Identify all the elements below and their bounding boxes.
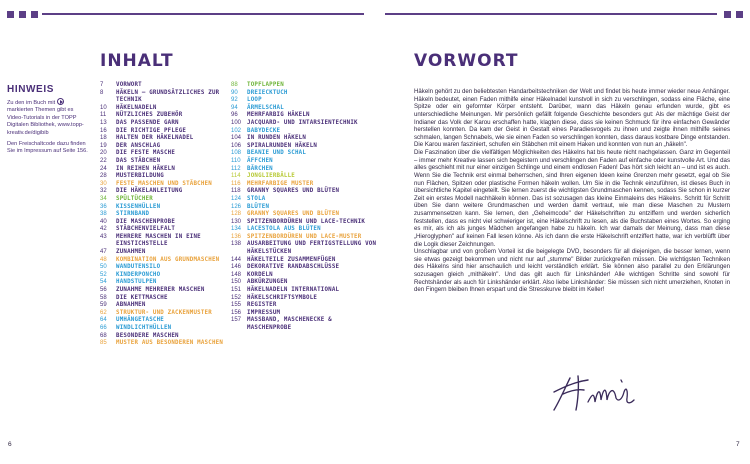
toc-title: BLÜTEN	[247, 203, 270, 210]
hinweis-text-before-icon: Zu den im Buch mit	[7, 100, 56, 106]
toc-page-number: 30	[100, 180, 107, 187]
toc-page-number: 11	[100, 112, 107, 119]
toc-title: LOOP	[247, 97, 262, 104]
toc-entry	[100, 249, 248, 257]
toc-entry	[231, 135, 379, 143]
toc-title: VORWORT	[116, 82, 142, 88]
toc-page-number: 136	[231, 233, 242, 240]
toc-title: DIE RICHTIGE PFLEGE	[116, 127, 187, 134]
hinweis-code-text: Den Freischaltcode dazu finden Sie im Impressum auf Seite 156.	[7, 141, 88, 155]
toc-page-number: 18	[100, 135, 107, 142]
corner-square-left	[7, 11, 14, 18]
toc-page-number: 144	[231, 256, 242, 263]
toc-title: GRANNY SQUARES UND BLÜTEN	[247, 211, 340, 218]
toc-entry	[100, 340, 248, 348]
corner-square-left-2	[19, 11, 26, 18]
toc-page-number: 148	[231, 271, 242, 278]
toc-entry	[100, 226, 248, 234]
toc-title: WINDLICHTHÜLLEN	[116, 325, 172, 331]
toc-title: MEHRERE MASCHEN IN EINE EINSTICHSTELLE	[116, 233, 201, 248]
toc-page-number: 32	[100, 188, 107, 195]
toc-title: AUSARBEITUNG UND FERTIGSTELLUNG VON HÄKELSTÜCKEN	[247, 241, 377, 256]
toc-entry	[100, 196, 248, 204]
toc-entry	[100, 211, 248, 219]
toc-entry	[100, 264, 248, 272]
toc-page-number: 90	[231, 89, 238, 96]
toc-entry	[100, 188, 248, 196]
toc-entry	[100, 279, 248, 287]
toc-title: HANDSTULPEN	[116, 279, 157, 286]
toc-title: IN RUNDEN HÄKELN	[247, 135, 307, 142]
toc-page-number: 118	[231, 188, 241, 195]
video-play-icon	[57, 98, 64, 105]
toc-title: IN REIHEN HÄKELN	[116, 165, 176, 172]
toc-title: HÄKELNADELN	[116, 104, 157, 111]
toc-title: DIE KETTMASCHE	[116, 294, 168, 301]
toc-page-number: 59	[100, 302, 107, 309]
toc-page-number: 151	[231, 287, 242, 294]
toc-title: BÄRCHEN	[247, 165, 273, 172]
toc-entry	[100, 325, 248, 333]
toc-page-number: 56	[100, 287, 107, 294]
author-signature	[548, 372, 644, 414]
toc-title: KOMBINATION AUS GRUNDMASCHEN	[116, 256, 220, 263]
toc-page-number: 157	[231, 317, 242, 324]
toc-title: KORDELN	[247, 271, 273, 278]
toc-entry	[100, 204, 248, 212]
toc-page-number: 34	[100, 195, 107, 202]
toc-entry	[100, 158, 248, 166]
toc-title: SPITZENBORDÜREN UND LACE-TECHNIK	[247, 218, 366, 225]
toc-entry	[100, 166, 248, 174]
toc-title: UMHÄNGETASCHE	[116, 317, 164, 324]
toc-page-number: 38	[100, 211, 107, 218]
toc-column-1	[100, 82, 248, 348]
toc-entry	[231, 295, 379, 303]
toc-title: IMPRESSUM	[247, 309, 281, 316]
toc-entry	[100, 112, 248, 120]
toc-entry	[231, 279, 379, 287]
toc-column-2	[231, 82, 379, 333]
toc-entry	[100, 82, 248, 90]
toc-title: HÄKELTEILE ZUSAMMENFÜGEN	[247, 256, 336, 263]
toc-entry	[231, 310, 379, 318]
toc-page-number: 146	[231, 264, 242, 271]
toc-page-number: 150	[231, 279, 242, 286]
toc-entry	[231, 97, 379, 105]
toc-entry	[231, 82, 379, 90]
toc-title: FESTE MASCHEN UND STÄBCHEN	[116, 180, 212, 187]
toc-entry	[231, 166, 379, 174]
toc-title: ABNAHMEN	[116, 302, 146, 309]
toc-entry	[231, 143, 379, 151]
toc-title: STOLA	[247, 195, 266, 202]
toc-page-number: 96	[231, 112, 238, 119]
toc-title: DIE MASCHENPROBE	[116, 218, 176, 225]
toc-title: REGISTER	[247, 302, 277, 309]
toc-entry	[231, 158, 379, 166]
toc-title: MEHRFARBIG HÄKELN	[247, 112, 310, 119]
toc-page-number: 128	[231, 211, 242, 218]
toc-title: BABYDECKE	[247, 127, 281, 134]
toc-page-number: 7	[100, 82, 104, 88]
toc-entry	[100, 257, 248, 265]
toc-title: HÄKELN – GRUNDSÄTZLICHES ZUR TECHNIK	[116, 89, 220, 104]
toc-title: JONGLIERBÄLLE	[247, 173, 295, 180]
toc-page-number: 36	[100, 203, 107, 210]
toc-title: TOPFLAPPEN	[247, 82, 284, 88]
toc-entry	[231, 173, 379, 181]
toc-entry	[100, 90, 248, 105]
toc-title: JACQUARD- UND INTARSIENTECHNIK	[247, 119, 358, 126]
toc-page-number: 102	[231, 127, 242, 134]
toc-title: DEKORATIVE RANDABSCHLÜSSE	[247, 264, 340, 271]
toc-title: MEHRFARBIGE MUSTER	[247, 180, 314, 187]
toc-page-number: 28	[100, 173, 107, 180]
toc-page-number: 92	[231, 97, 238, 104]
toc-page-number: 114	[231, 173, 241, 180]
toc-page-number: 47	[100, 249, 107, 256]
toc-entry	[231, 264, 379, 272]
toc-page-number: 8	[100, 89, 104, 96]
toc-title: DER ANSCHLAG	[116, 142, 161, 149]
top-rule-left	[42, 13, 364, 15]
toc-title: ÄRMELSCHAL	[247, 104, 284, 111]
top-rule-right	[385, 13, 717, 15]
toc-page-number: 156	[231, 309, 242, 316]
toc-title: KINDERPONCHO	[116, 271, 161, 278]
toc-page-number: 110	[231, 157, 241, 164]
toc-page-number: 112	[231, 165, 241, 172]
toc-page-number: 130	[231, 218, 242, 225]
toc-page-number: 43	[100, 233, 107, 240]
toc-entry	[100, 150, 248, 158]
toc-title: DAS STÄBCHEN	[116, 157, 161, 164]
toc-page-number: 88	[231, 82, 238, 88]
toc-page-number: 50	[100, 264, 107, 271]
toc-page-number: 68	[100, 332, 107, 339]
toc-title: LACESTOLA AUS BLÜTEN	[247, 226, 321, 233]
toc-entry	[100, 143, 248, 151]
toc-entry	[231, 188, 379, 196]
toc-page-number: 134	[231, 226, 242, 233]
vorwort-paragraph: Die Faszination über die vielfältigen Möglichkeiten des Häkelns hat bis heute nicht nachgelassen. Ganz im Gegenteil – immer mehr Kreative lassen sich begeistern und verschlingen den Faden auf einfache oder kunstvolle Art. Und das alles geschieht mit nur einer einzigen Schlinge und einem endlosen Faden! Das hört sich leicht an – und ist es auch. Wenn Sie die Technik erst einmal beherrschen, sind Ihren eigenen Ideen keine Grenzen mehr gesetzt, egal ob Sie nun Flächen, Spitzen oder plastische Formen häkeln wollen. Um Sie in die Technik einzuführen, ist dieses Buch in übersichtliche Kapitel eingeteilt. Sie lernen zuerst die wichtigsten Grundmaschen kennen, sodass Sie schon in kurzer Zeit ein erstes Modell nachhäkeln können. Das ist sozusagen das kleine Einmaleins des Häkelns. Schritt für Schritt üben Sie dann weitere Grundmaschen und werden damit vertraut, wie man diese Maschen zu Mustern zusammensetzen kann. Sie lernen, den „Geheimcode" der Häkelschriften zu entziffern und werden sicherlich feststellen, dass es nicht viel schwieriger ist, eine Häkelschrift zu lesen, als die Buchstaben eines Wortes. So erging es mir, als ich als junges Mädchen angefangen habe zu häkeln. Ich war damals der Meinung, dass man diese „Hieroglyphen" auf keinen Fall lesen könne. Als ich dann die erste Häkelschrift entziffert hatte, war ich verblüfft über die Logik dieser Zeichnungen.	[414, 149, 730, 248]
toc-entry	[231, 120, 379, 128]
toc-entry	[100, 317, 248, 325]
toc-entry	[231, 112, 379, 120]
toc-entry	[231, 241, 379, 256]
toc-entry	[100, 295, 248, 303]
toc-title: STÄBCHENVIELFALT	[116, 226, 176, 233]
hinweis-text	[7, 98, 91, 137]
toc-title: HALTEN DER HÄKELNADEL	[116, 135, 194, 142]
toc-entry	[100, 135, 248, 143]
toc-page-number: 13	[100, 119, 107, 126]
toc-title: DIE HÄKELANLEITUNG	[116, 188, 183, 195]
toc-entry	[231, 226, 379, 234]
toc-page-number: 10	[100, 104, 107, 111]
toc-entry	[231, 204, 379, 212]
toc-page-number: 62	[100, 309, 107, 316]
page-title-vorwort: VORWORT	[414, 51, 519, 71]
toc-title: MUSTER AUS BESONDEREN MASCHEN	[116, 340, 224, 347]
toc-page-number: 66	[100, 325, 107, 331]
toc-page-number: 16	[100, 127, 107, 134]
page-title-inhalt: INHALT	[100, 51, 174, 71]
toc-entry	[100, 333, 248, 341]
toc-title: KISSENHÜLLEN	[116, 203, 161, 210]
toc-page-number: 42	[100, 226, 107, 233]
toc-title: SPIRALRUNDEN HÄKELN	[247, 142, 318, 149]
toc-page-number: 22	[100, 157, 107, 164]
toc-entry	[231, 317, 379, 332]
hinweis-title: HINWEIS	[7, 84, 54, 95]
toc-title: STIRNBAND	[116, 211, 150, 218]
toc-title: SPÜLTÜCHER	[116, 195, 153, 202]
corner-square-left-3	[31, 11, 38, 18]
toc-page-number: 126	[231, 203, 242, 210]
toc-title: MUSTERBILDUNG	[116, 173, 164, 180]
toc-title: SPITZENBORDÜREN UND LACE-MUSTER	[247, 233, 362, 240]
toc-title: HÄKELNADELN INTERNATIONAL	[247, 287, 340, 294]
toc-entry	[100, 287, 248, 295]
toc-page-number: 138	[231, 241, 242, 248]
toc-page-number: 106	[231, 142, 242, 149]
hinweis-text-after-icon: markierten Themen gibt es Video-Tutorials in der TOPP Digitalen Bibliothek, www.topp-kreativ.de/digibib	[7, 107, 84, 136]
toc-title: DAS PASSENDE GARN	[116, 119, 179, 126]
toc-title: DREIECKTUCH	[247, 89, 288, 96]
toc-title: DIE FESTE MASCHE	[116, 150, 176, 157]
page-number-right: 7	[736, 441, 740, 448]
toc-page-number: 48	[100, 256, 107, 263]
toc-page-number: 64	[100, 317, 107, 324]
toc-entry	[231, 211, 379, 219]
toc-page-number: 40	[100, 218, 107, 225]
toc-page-number: 24	[100, 165, 107, 172]
vorwort-text	[414, 88, 730, 294]
toc-entry	[231, 234, 379, 242]
toc-page-number: 58	[100, 294, 107, 301]
toc-page-number: 108	[231, 150, 242, 157]
toc-entry	[100, 234, 248, 249]
toc-page-number: 152	[231, 294, 242, 301]
toc-title: ABKÜRZUNGEN	[247, 279, 288, 286]
toc-title: WANDUTENSILO	[116, 264, 161, 271]
toc-page-number: 19	[100, 142, 107, 149]
corner-square-right	[724, 11, 731, 18]
page-number-left: 6	[8, 441, 12, 448]
toc-title: HÄKELSCHRIFTSYMBOLE	[247, 294, 318, 301]
toc-entry	[231, 302, 379, 310]
vorwort-paragraph: Häkeln gehört zu den beliebtesten Handarbeitstechniken der Welt und findet bis heute immer wieder neue Anhänger. Häkeln bedeutet, einen Faden mithilfe einer Häkelnadel kunstvoll in sich zu verschlingen, sodass eine Fläche, eine Spitze oder ein geformter Körper entsteht. Darüber, wann das Häkeln genau erfunden wurde, gibt es unterschiedliche Meinungen. Mir persönlich gefällt folgende Geschichte besonders gut: Als der mächtige Geist der Indianer das Volk der Karou erschaffen hatte, klagten diese, dass sie keinen Schmuck für ihre einfachen Gewänder herstellen konnten. Da kam der Geist in Gestalt eines Paradiesvogels zu ihnen und zeigte ihnen mithilfe seines schmalen, langen Schnabels, wie sie einen Faden so verschlingen konnten, dass daraus kostbare Dinge entstanden. Die Karou waren fasziniert, schufen ein Stäbchen mit einem Haken und konnten von nun an „häkeln".	[414, 88, 730, 149]
toc-title: ÄFFCHEN	[247, 157, 273, 164]
toc-page-number: 124	[231, 195, 242, 202]
toc-entry	[100, 272, 248, 280]
toc-title: MASSBAND, MASCHENECKE & MASCHENPROBE	[247, 317, 332, 331]
toc-title: ZUNAHME MEHRERER MASCHEN	[116, 287, 205, 294]
toc-entry	[231, 196, 379, 204]
toc-page-number: 54	[100, 279, 107, 286]
vorwort-paragraph: Unschlagbar und von großem Vorteil ist die beigelegte DVD, besonders für all diejenigen, die besser lernen, wenn sie etwas gezeigt bekommen und nicht nur auf „stumme" Bilder zurückgreifen müssen. Die wichtigsten Techniken des Häkelns sind hier anschaulich und leicht verständlich erklärt. Sie können also parallel zu den Erklärungen sozusagen gleich „mithäkeln". Und das gilt auch für Linkshänder! Alle wichtigen Schritte sind sowohl für Rechtshänder als auch für Linkshänder erklärt. Also liebe Linkshänder: Sie müssen sich nicht umerziehen, Knoten in den Fingern bleiben Ihnen erspart und die Stresskurve bleibt im Keller!	[414, 248, 730, 294]
toc-page-number: 104	[231, 135, 242, 142]
toc-title: STRUKTUR- UND ZACKENMUSTER	[116, 309, 212, 316]
corner-square-right-2	[736, 11, 743, 18]
toc-title: BESONDERE MASCHEN	[116, 332, 179, 339]
toc-entry	[100, 173, 248, 181]
toc-entry	[231, 150, 379, 158]
toc-page-number: 100	[231, 119, 242, 126]
hinweis-box	[7, 84, 91, 156]
toc-page-number: 20	[100, 150, 107, 157]
toc-page-number: 52	[100, 271, 107, 278]
toc-page-number: 85	[100, 340, 107, 347]
toc-title: GRANNY SQUARES UND BLÜTEN	[247, 188, 340, 195]
toc-entry	[100, 302, 248, 310]
toc-page-number: 116	[231, 180, 241, 187]
toc-entry	[100, 120, 248, 128]
toc-entry	[231, 287, 379, 295]
toc-page-number: 94	[231, 104, 238, 111]
toc-title: ZUNAHMEN	[116, 249, 146, 256]
toc-title: NÜTZLICHES ZUBEHÖR	[116, 112, 183, 119]
toc-page-number: 155	[231, 302, 242, 309]
toc-title: BEANIE UND SCHAL	[247, 150, 307, 157]
toc-entry	[231, 90, 379, 98]
